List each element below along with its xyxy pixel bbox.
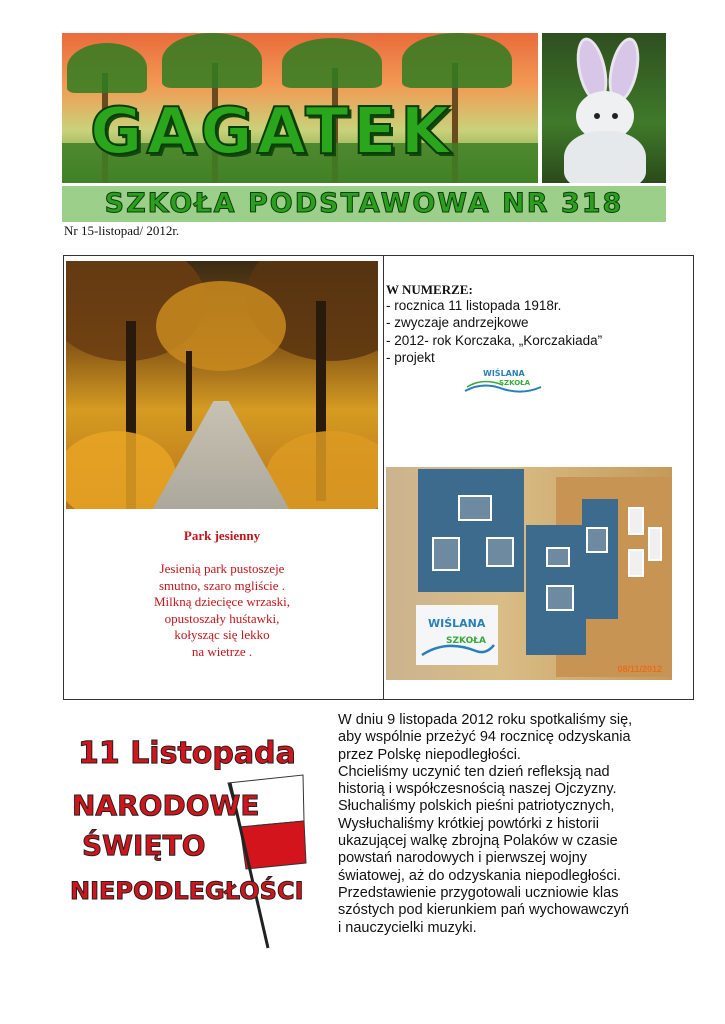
contents-item: - zwyczaje andrzejkowe — [386, 315, 529, 331]
autumn-park-photo — [66, 261, 378, 509]
article-line: W dniu 9 listopada 2012 roku spotkaliśmy się, — [338, 712, 633, 728]
wislana-szkola-logo — [463, 365, 543, 395]
poem-line: na wietrze . — [191, 643, 253, 659]
article-line: ukazującej walkę zbrojną Polaków w czasie — [338, 833, 618, 850]
svg-text:SZKOŁA: SZKOŁA — [446, 636, 486, 646]
poem-line: Jesienią park pustoszeje — [159, 561, 285, 576]
article-line: Przedstawienie przygotowali uczniowie klas — [338, 884, 619, 901]
article-line: i nauczycielki muzyki. — [338, 919, 477, 936]
poem-line: Milkną dziecięce wrzaski, — [153, 594, 291, 609]
contents-list — [386, 297, 602, 366]
article-line: Słuchaliśmy polskich pieśni patriotycznych, — [338, 798, 615, 815]
contents-heading: W NUMERZE: — [386, 282, 473, 297]
article-line: szóstych pod kierunkiem pań wychowawczyń — [338, 902, 629, 919]
poster-line-1: 11 Listopada — [78, 736, 296, 771]
column-divider — [383, 255, 384, 699]
article-line: przez Polskę niepodległości. — [338, 746, 521, 763]
contents-item: - projekt — [386, 349, 435, 365]
article-line: Chcieliśmy uczynić ten dzień refleksją nad — [338, 763, 610, 780]
poster-line-3: ŚWIĘTO — [82, 829, 206, 862]
newspaper-title: GAGATEK — [90, 95, 455, 169]
bunny-illustration — [542, 33, 666, 183]
poem-line: kołysząc się lekko — [174, 627, 270, 642]
article-line: historią i współczesnością naszej Ojczyzny. — [338, 781, 617, 798]
svg-text:SZKOŁA: SZKOŁA — [499, 379, 531, 387]
article-line: światowej, aż do odzyskania niepodległości. — [338, 867, 621, 884]
issue-number: Nr 15-listopad/ 2012r. — [64, 223, 180, 238]
svg-text:WIŚLANA: WIŚLANA — [428, 617, 486, 630]
school-name-strip — [62, 186, 666, 222]
contents-item: - 2012- rok Korczaka, „Korczakiada” — [386, 332, 603, 348]
article-text — [338, 712, 683, 937]
photo-date-stamp: 08/11/2012 — [617, 664, 662, 674]
poem-text — [66, 561, 378, 660]
article-line: powstań narodowych i pierwszej wojny — [338, 850, 588, 867]
article-line: Wysłuchaliśmy krótkiej powtórki z historii — [338, 815, 599, 832]
school-board-photo — [386, 467, 672, 680]
poem-title: Park jesienny — [183, 528, 261, 543]
poem-line: smutno, szaro mgliście . — [158, 577, 285, 593]
independence-day-poster — [68, 723, 308, 953]
poem-line: opustoszały huśtawki, — [164, 610, 280, 626]
article-line: aby wspólnie przeżyć 94 rocznicę odzyskania — [338, 729, 631, 746]
contents-item: - rocznica 11 listopada 1918r. — [386, 298, 562, 313]
school-name: SZKOŁA PODSTAWOWA NR 318 — [104, 188, 624, 219]
poster-line-4: NIEPODLEGŁOŚCI — [70, 877, 304, 905]
svg-text:WIŚLANA: WIŚLANA — [483, 369, 525, 378]
header-banner — [62, 33, 538, 183]
poster-line-2: NARODOWE — [72, 789, 260, 822]
wislana-szkola-sign-logo — [416, 605, 498, 665]
